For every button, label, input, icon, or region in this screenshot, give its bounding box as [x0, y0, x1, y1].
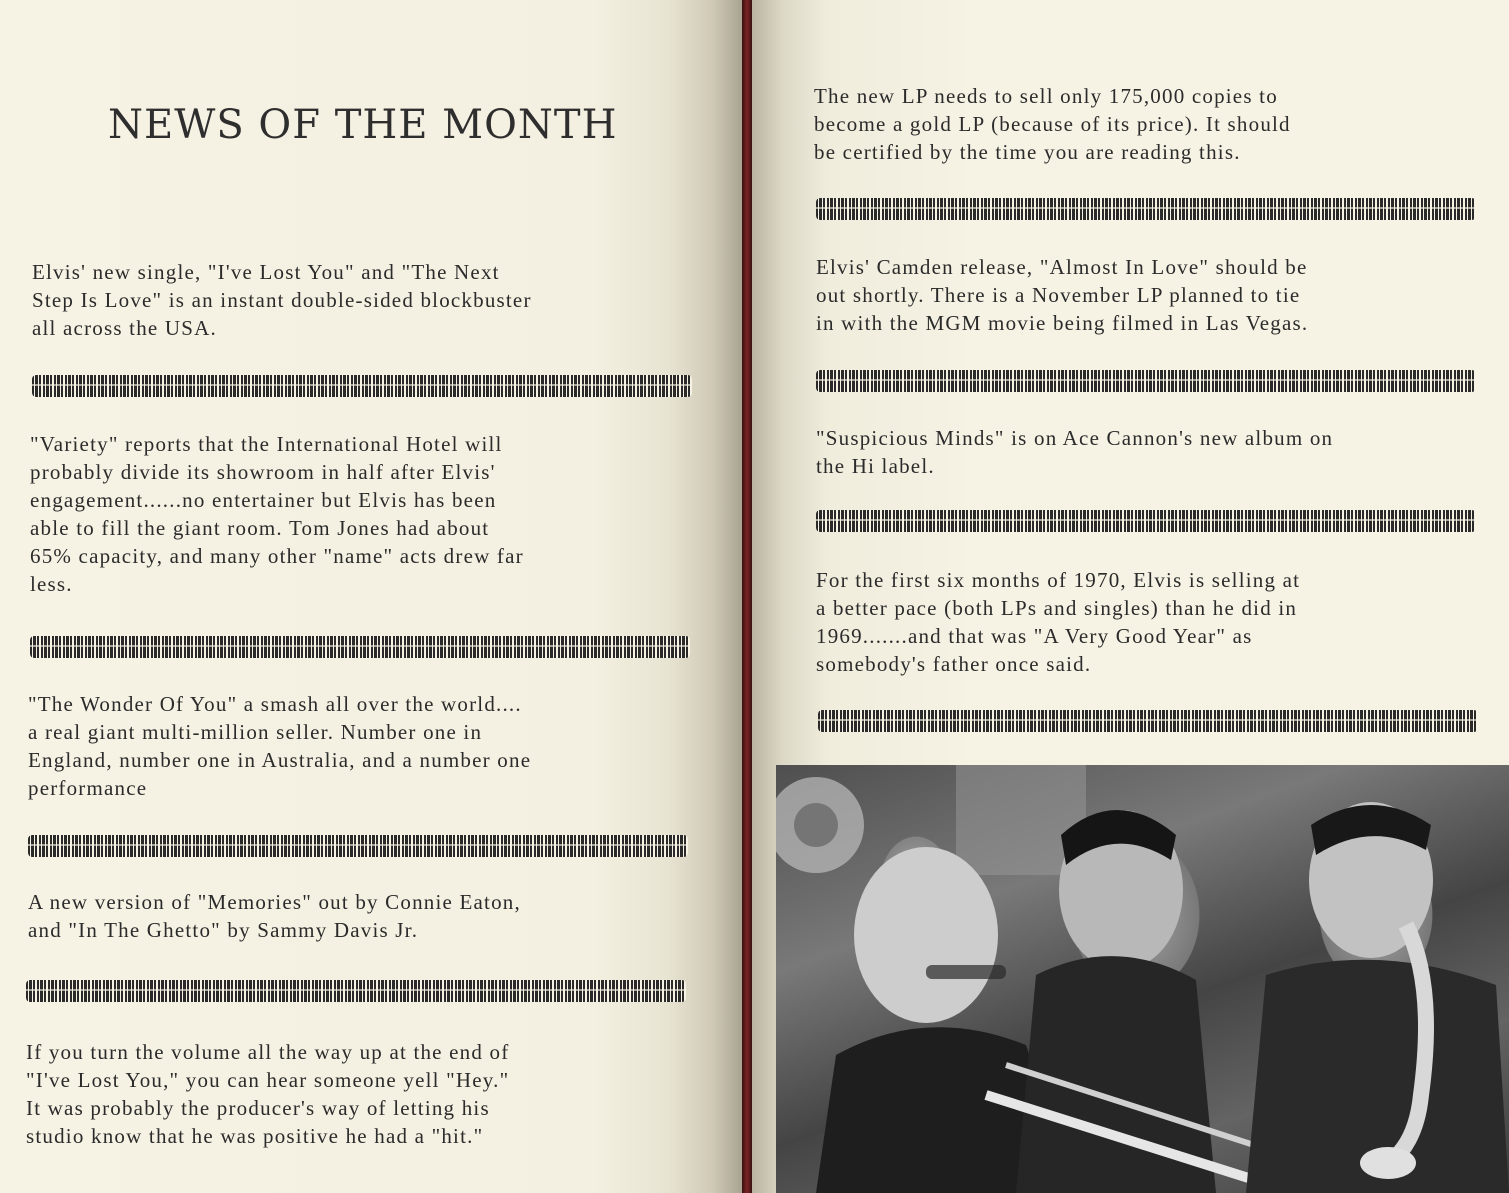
- ornamental-divider: [816, 510, 1476, 532]
- news-item-hey: If you turn the volume all the way up at the end of "I've Lost You," you can hear someone yell "Hey." It was probably the producer's way of letting his studio know that he was positive he had a "hit.": [26, 1040, 510, 1148]
- left-page: [0, 0, 742, 1193]
- ornamental-divider: [28, 835, 688, 857]
- news-item-new-single: Elvis' new single, "I've Lost You" and "The Next Step Is Love" is an instant double-sided blockbuster all across the USA.: [32, 260, 532, 340]
- ornamental-divider: [26, 980, 686, 1002]
- news-item-camden-release: Elvis' Camden release, "Almost In Love" should be out shortly. There is a November LP planned to tie in with the MGM movie being filmed in Las Vegas.: [816, 255, 1309, 335]
- ornamental-divider: [816, 370, 1476, 392]
- news-item-wonder-of-you: "The Wonder Of You" a smash all over the world.... a real giant multi-million seller. Number one in England, number one in Australia, and a number one performance: [28, 692, 532, 800]
- news-item-gold-lp: The new LP needs to sell only 175,000 copies to become a gold LP (because of its price). It should be certified by the time you are reading this.: [814, 84, 1291, 164]
- ornamental-divider: [32, 375, 692, 397]
- ornamental-divider: [30, 636, 690, 658]
- news-item-suspicious-minds: "Suspicious Minds" is on Ace Cannon's new album on the Hi label.: [816, 426, 1334, 478]
- news-item-variety-report: "Variety" reports that the International Hotel will probably divide its showroom in half after Elvis' engagement......no entertainer but Elvis has been able to fill the giant room. Tom Jones had about 65% capacity, and many other "name" acts drew far less.: [30, 432, 524, 596]
- news-item-memories: A new version of "Memories" out by Connie Eaton, and "In The Ghetto" by Sammy Davis Jr.: [28, 890, 521, 942]
- ornamental-divider: [818, 710, 1478, 732]
- ornamental-divider: [816, 198, 1476, 220]
- page-title: NEWS OF THE MONTH: [108, 102, 618, 148]
- band-photo: [776, 765, 1509, 1193]
- news-item-sales-pace: For the first six months of 1970, Elvis is selling at a better pace (both LPs and singles) than he did in 1969.......and that was "A Very Good Year" as somebody's father once said.: [816, 568, 1301, 676]
- band-photo-illustration: [776, 765, 1509, 1193]
- book-spine: [742, 0, 752, 1193]
